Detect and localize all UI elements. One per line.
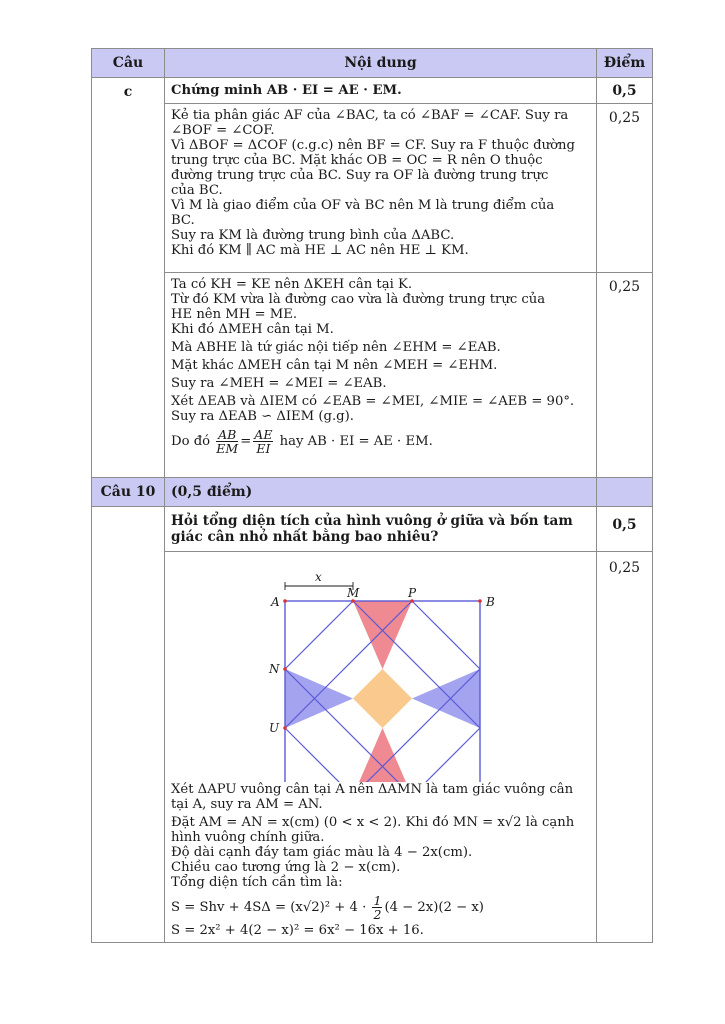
formula-line: S = 2x² + 4(2 − x)² = 6x² − 16x + 16. (171, 923, 424, 938)
text-line: đường trung trực của BC. Suy ra OF là đường trung trực (171, 168, 549, 183)
center-square (353, 669, 412, 728)
text-line: Xét ΔAPU vuông cân tại A nên ΔAMN là tam giác vuông cân (171, 782, 574, 797)
part-c-block1-points: 0,25 (597, 104, 653, 273)
text-line: hình vuông chính giữa. (171, 830, 325, 845)
part-c-title-points: 0,5 (597, 78, 653, 104)
table-header (92, 49, 653, 78)
text-line: Chiều cao tương ứng là 2 − x(cm). (171, 860, 401, 875)
table-row (92, 507, 653, 552)
header-diem: Điểm (597, 49, 653, 78)
square-figure (165, 552, 597, 782)
part-c-block2 (165, 273, 597, 478)
text-line: Vì M là giao điểm của OF và BC nên M là trung điểm của (171, 198, 555, 213)
text-line: ∠BOF = ∠COF. (171, 123, 275, 138)
text-line: Vì ΔBOF = ΔCOF (c.g.c) nên BF = CF. Suy ra F thuộc đường (171, 138, 575, 153)
fraction-denominator: EM (216, 441, 239, 456)
table-row (92, 273, 653, 478)
point-dot (283, 726, 287, 730)
cau10-solution-points: 0,25 (597, 552, 653, 943)
section-points-empty (597, 478, 653, 507)
top-triangle (353, 601, 412, 669)
fraction-ae-ei (253, 428, 273, 455)
figure-group (268, 570, 495, 782)
conclusion-suffix: hay AB · EI = AE · EM. (279, 434, 433, 449)
segment-top-right (412, 601, 480, 669)
text-line: Ta có KH = KE nên ΔKEH cân tại K. (171, 277, 413, 292)
text-line: HE nên MH = ME. (171, 307, 298, 322)
text-line: Suy ra KM là đường trung bình của ΔABC. (171, 228, 455, 243)
text-line: Khi đó KM ∥ AC mà HE ⊥ AC nên HE ⊥ KM. (171, 243, 469, 258)
label-b: B (486, 595, 495, 609)
formula-line (171, 894, 590, 921)
label-a: A (271, 595, 280, 609)
text-line: BC. (171, 213, 195, 228)
segment-mn (285, 601, 353, 669)
cau10-solution (165, 552, 597, 943)
header-noi-dung: Nội dung (165, 49, 597, 78)
part-c-title: Chứng minh AB · EI = AE · EM. (165, 78, 597, 104)
table-row (92, 104, 653, 273)
text-line: Kẻ tia phân giác AF của ∠BAC, ta có ∠BAF = ∠CAF. Suy ra (171, 108, 569, 123)
conclusion-prefix: Do đó (171, 434, 211, 449)
text-line: Đặt AM = AN = x(cm) (0 < x < 2). Khi đó MN = x√2 là cạnh (171, 815, 575, 830)
cau10-question: Hỏi tổng diện tích của hình vuông ở giữa và bốn tam giác cân nhỏ nhất bằng bao nhiêu? (165, 507, 597, 552)
bottom-triangle (353, 728, 412, 782)
fraction-numerator: 1 (373, 893, 382, 908)
segment-bottom-left (285, 728, 353, 782)
fraction-ab-em (216, 428, 238, 455)
table-row (92, 78, 653, 104)
text-line: Khi đó ΔMEH cân tại M. (171, 322, 334, 337)
text-line: Mặt khác ΔMEH cân tại M nên ∠MEH = ∠EHM. (171, 358, 498, 373)
text-line: của BC. (171, 183, 223, 198)
fraction-denominator: EI (256, 441, 271, 456)
cau10-label: Câu 10 (92, 478, 165, 507)
point-dot (478, 599, 482, 603)
formula1-suffix: (4 − 2x)(2 − x) (384, 900, 484, 915)
label-u: U (269, 721, 280, 735)
fraction-numerator: AE (254, 427, 273, 442)
point-dot (283, 667, 287, 671)
label-n: N (269, 662, 280, 676)
text-line: Từ đó KM vừa là đường cao vừa là đường trung trực của (171, 292, 546, 307)
text-line: trung trực của BC. Mặt khác OB = OC = R nên O thuộc (171, 153, 543, 168)
fraction-denominator: 2 (373, 907, 382, 922)
text-line: Suy ra ΔEAB ∽ ΔIEM (g.g). (171, 409, 354, 424)
text-line: Do đó $\frac{AB}{EM}$ = $\frac{AE}{EI}$ hay AB · EI = AE · EM. (171, 427, 433, 456)
text-line: Xét ΔEAB và ΔIEM có ∠EAB = ∠MEI, ∠MIE = ∠AEB = 90°. (171, 394, 575, 409)
label-m: M (347, 586, 360, 600)
label-p: P (408, 586, 417, 600)
cau10-heading: (0,5 điểm) (165, 478, 597, 507)
label-x: x (315, 570, 322, 584)
part-c-block1 (165, 104, 597, 273)
text-line: Mà ABHE là tứ giác nội tiếp nên ∠EHM = ∠EAB. (171, 340, 501, 355)
segment-bottom-right (412, 728, 480, 782)
cau10-label-cell (92, 507, 165, 943)
header-cau: Câu (92, 49, 165, 78)
part-c-block2-points: 0,25 (597, 273, 653, 478)
left-triangle (285, 669, 353, 728)
fraction-one-half (372, 894, 382, 921)
point-dot (283, 599, 287, 603)
formula1-prefix: S = Shv + 4SΔ = (x√2)² + 4 · (171, 900, 367, 915)
table-row (92, 552, 653, 943)
cau10-question-points: 0,5 (597, 507, 653, 552)
text-line: Tổng diện tích cần tìm là: (171, 875, 343, 890)
answer-sheet (91, 48, 652, 943)
answer-table (91, 48, 653, 943)
right-triangle (412, 669, 480, 728)
fraction-numerator: AB (218, 427, 237, 442)
figure-svg (165, 552, 597, 782)
text-line: Độ dài cạnh đáy tam giác màu là 4 − 2x(cm). (171, 845, 473, 860)
section-header-cau10 (92, 478, 653, 507)
solution-text (165, 782, 596, 942)
text-line: Suy ra ∠MEH = ∠MEI = ∠EAB. (171, 376, 387, 391)
part-c-label: c (92, 78, 165, 478)
text-line: tại A, suy ra AM = AN. (171, 797, 323, 812)
